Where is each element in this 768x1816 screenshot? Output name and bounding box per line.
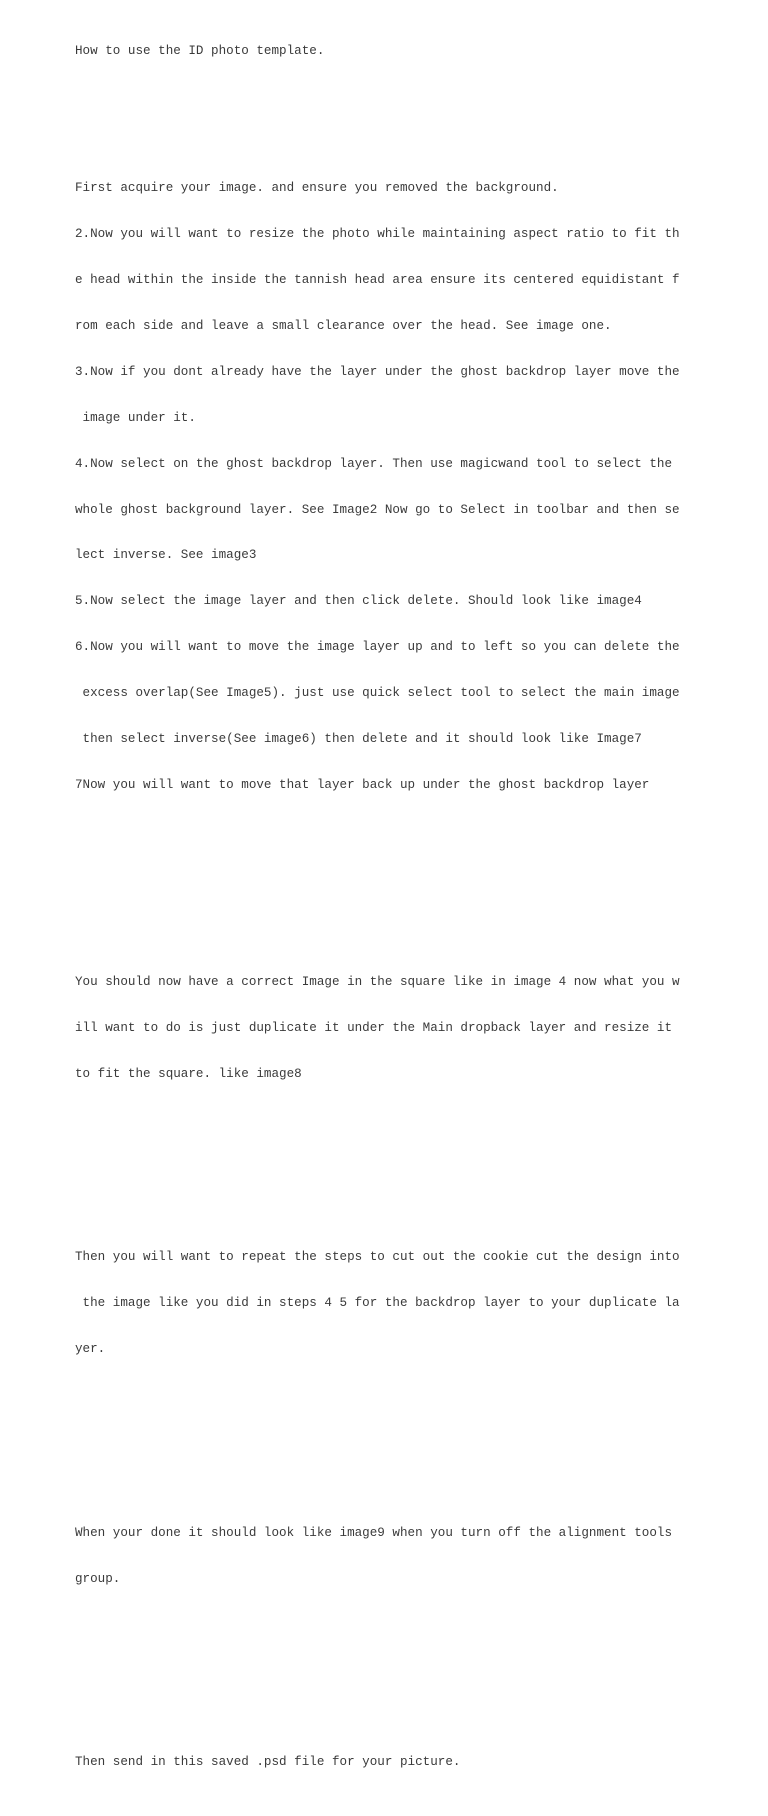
text-line: yer. bbox=[75, 1342, 106, 1357]
text-line: 4.Now select on the ghost backdrop layer. Then use magicwand tool to select the bbox=[75, 456, 673, 471]
text-line: then select inverse(See image6) then delete and it should look like Image7 bbox=[75, 731, 642, 746]
text-line: rom each side and leave a small clearance over the head. See image one. bbox=[75, 318, 612, 333]
text-line: 7Now you will want to move that layer back up under the ghost backdrop layer bbox=[75, 777, 650, 792]
text-line: group. bbox=[75, 1571, 121, 1586]
paragraph-repeat-steps bbox=[75, 1220, 695, 1388]
text-line: 2.Now you will want to resize the photo while maintaining aspect ratio to fit th bbox=[75, 227, 680, 242]
paragraph-done bbox=[75, 1495, 695, 1617]
text-line: When your done it should look like image9 when you turn off the alignment tools bbox=[75, 1525, 673, 1540]
text-line: whole ghost background layer. See Image2 Now go to Select in toolbar and then se bbox=[75, 502, 680, 517]
document-title: How to use the ID photo template. bbox=[75, 43, 325, 58]
text-line: the image like you did in steps 4 5 for the backdrop layer to your duplicate la bbox=[75, 1296, 680, 1311]
text-line: to fit the square. like image8 bbox=[75, 1066, 302, 1081]
instruction-steps bbox=[75, 151, 695, 824]
text-line: First acquire your image. and ensure you removed the background. bbox=[75, 181, 559, 196]
blank-line bbox=[75, 870, 695, 899]
blank-line bbox=[75, 1434, 695, 1449]
text-line: ill want to do is just duplicate it under the Main dropback layer and resize it bbox=[75, 1021, 673, 1035]
blank-line bbox=[75, 89, 695, 104]
text-line: Then send in this saved .psd file for your picture. bbox=[75, 1755, 461, 1770]
text-line: lect inverse. See image3 bbox=[75, 548, 257, 563]
text-line: 3.Now if you dont already have the layer under the ghost backdrop layer move the bbox=[75, 364, 680, 379]
paragraph-send-file bbox=[75, 1725, 695, 1801]
blank-line bbox=[75, 1159, 695, 1174]
document-body bbox=[75, 13, 695, 1816]
paragraph-correct-image bbox=[75, 945, 695, 1113]
text-line: You should now have a correct Image in the square like in image 4 now what you w bbox=[75, 975, 680, 990]
text-line: Then you will want to repeat the steps to cut out the cookie cut the design into bbox=[75, 1250, 680, 1265]
text-line: e head within the inside the tannish head area ensure its centered equidistant f bbox=[75, 273, 680, 288]
text-line: 6.Now you will want to move the image layer up and to left so you can delete the bbox=[75, 640, 680, 655]
text-line: excess overlap(See Image5). just use quick select tool to select the main image bbox=[75, 686, 680, 701]
blank-line bbox=[75, 1663, 695, 1678]
text-line: image under it. bbox=[75, 410, 196, 425]
text-line: 5.Now select the image layer and then click delete. Should look like image4 bbox=[75, 594, 642, 609]
